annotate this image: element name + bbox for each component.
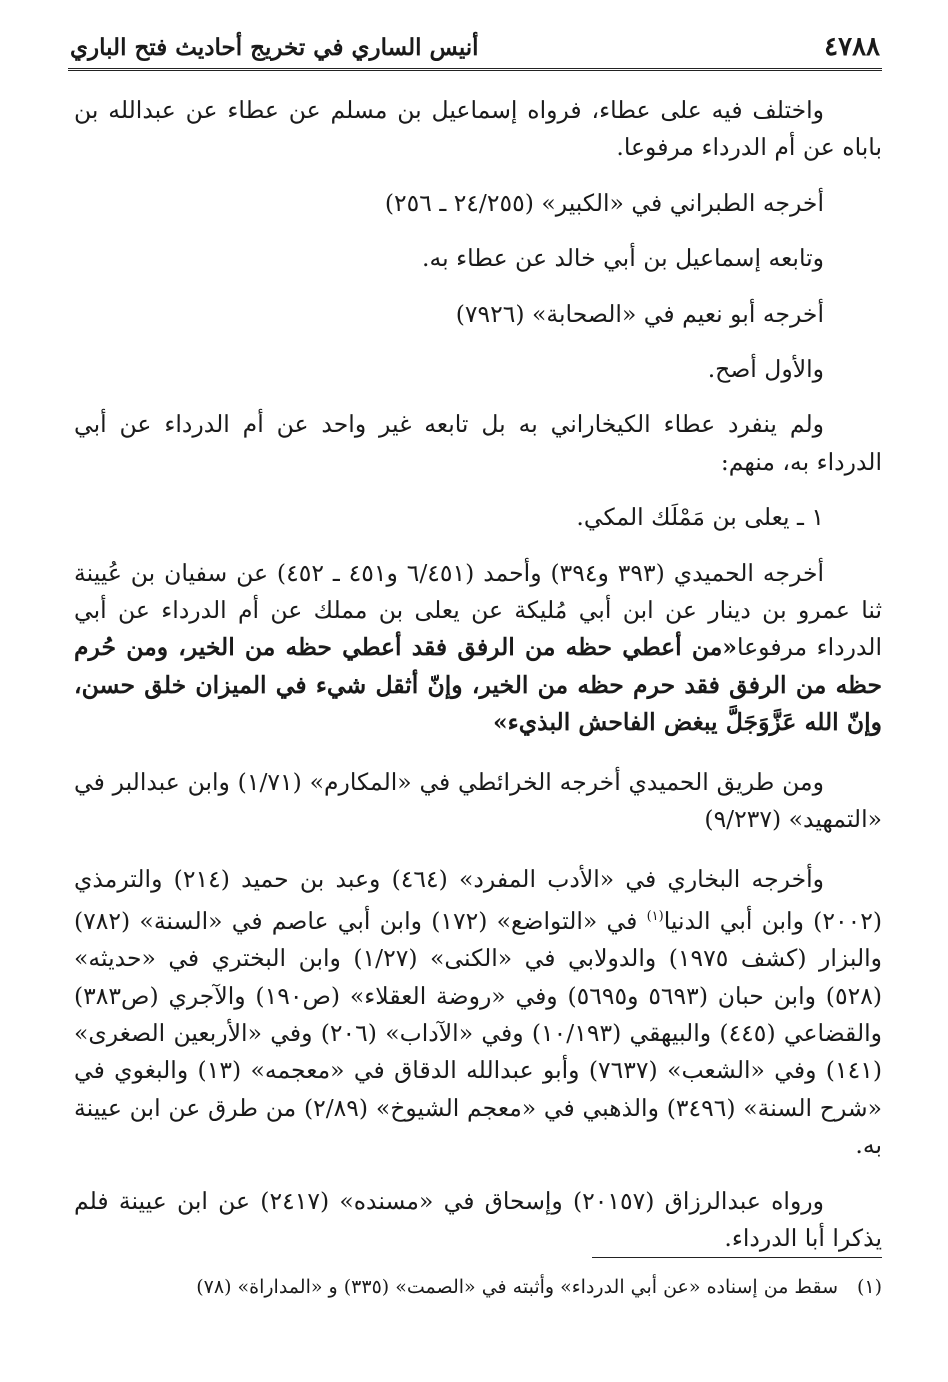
paragraph: ولم ينفرد عطاء الكيخاراني به بل تابعه غير واحد عن أم الدرداء عن أبي الدرداء به، منهم: — [74, 410, 882, 476]
hadith-paragraph — [74, 555, 882, 742]
paragraph — [74, 861, 882, 1165]
page-number: ٤٧٨٨ — [824, 32, 880, 62]
paragraph: أخرجه أبو نعيم في «الصحابة» (٧٩٢٦) — [455, 299, 824, 328]
hadith-matn: «من أعطي حظه من الرفق فقد أعطي حظه من الخير، ومن حُرم حظه من الرفق فقد حرم حظه من الخير، وإنّ أثقل شيء في الميزان خلق حسن، وإنّ الله عَزَّوَجَلَّ يبغض الفاحش البذيء» — [74, 633, 882, 737]
running-title: أنيس الساري في تخريج أحاديث فتح الباري — [70, 34, 479, 61]
hadith-isnad: أخرجه الحميدي (٣٩٣ و٣٩٤) وأحمد (٦/٤٥١ و٤٥١ ـ ٤٥٢) عن سفيان بن عُيينة ثنا عمرو بن دينار عن ابن أبي مُليكة عن يعلى بن مملك عن أم الدرداء عن أبي الدرداء مرفوعا — [74, 558, 882, 662]
footnote-text: سقط من إسناده «عن أبي الدرداء» وأثبته في «الصمت» (٣٣٥) و «المداراة» (٧٨) — [196, 1276, 838, 1298]
numbered-heading: ١ ـ يعلى بن مَمْلَك المكي. — [576, 503, 824, 532]
paragraph: واختلف فيه على عطاء، فرواه إسماعيل بن مسلم عن عطاء عن عبدالله بن باباه عن أم الدرداء مرفوعا. — [74, 96, 882, 162]
page-header — [68, 28, 882, 71]
footnote-number: (١) — [856, 1276, 882, 1298]
footnote-divider — [592, 1257, 882, 1258]
paragraph: أخرجه الطبراني في «الكبير» (٢٤/٢٥٥ ـ ٢٥٦) — [384, 188, 824, 217]
paragraph-part: وأخرجه البخاري في «الأدب المفرد» (٤٦٤) وعبد بن حميد (٢١٤) والترمذي (٢٠٠٢) وابن أبي الدنيا — [74, 864, 882, 935]
page-body — [74, 92, 882, 1275]
paragraph: وتابعه إسماعيل بن أبي خالد عن عطاء به. — [422, 244, 824, 273]
footnote — [74, 1272, 882, 1302]
footnote-reference[interactable]: (١) — [646, 908, 664, 924]
paragraph: ومن طريق الحميدي أخرجه الخرائطي في «المكارم» (١/٧١) وابن عبدالبر في «التمهيد» (٩/٢٣٧) — [74, 767, 882, 834]
paragraph-part: في «التواضع» (١٧٢) وابن أبي عاصم في «السنة» (٧٨٢) والبزار (كشف ١٩٧٥) والدولابي في «الكنى» (١/٢٧) وابن البختري في «حديثه» (٥٢٨) وابن حبان (٥٦٩٣ و٥٦٩٥) وفي «روضة العقلاء» (ص١٩٠) والآجري (ص٣٨٣) والقضاعي (٤٤٥) والبيهقي (١٠/١٩٣) وفي «الآداب» (٢٠٦) وفي «الأربعين الصغرى» (١٤١) وفي «الشعب» (٧٦٣٧) وأبو عبدالله الدقاق في «معجمه» (١٣) والبغوي في «شرح السنة» (٣٤٩٦) والذهبي في «معجم الشيوخ» (٢/٨٩) من طرق عن ابن عيينة به. — [74, 906, 882, 1160]
paragraph: ورواه عبدالرزاق (٢٠١٥٧) وإسحاق في «مسنده» (٢٤١٧) عن ابن عيينة فلم يذكرا أبا الدرداء. — [74, 1186, 882, 1252]
paragraph: والأول أصح. — [707, 355, 824, 384]
